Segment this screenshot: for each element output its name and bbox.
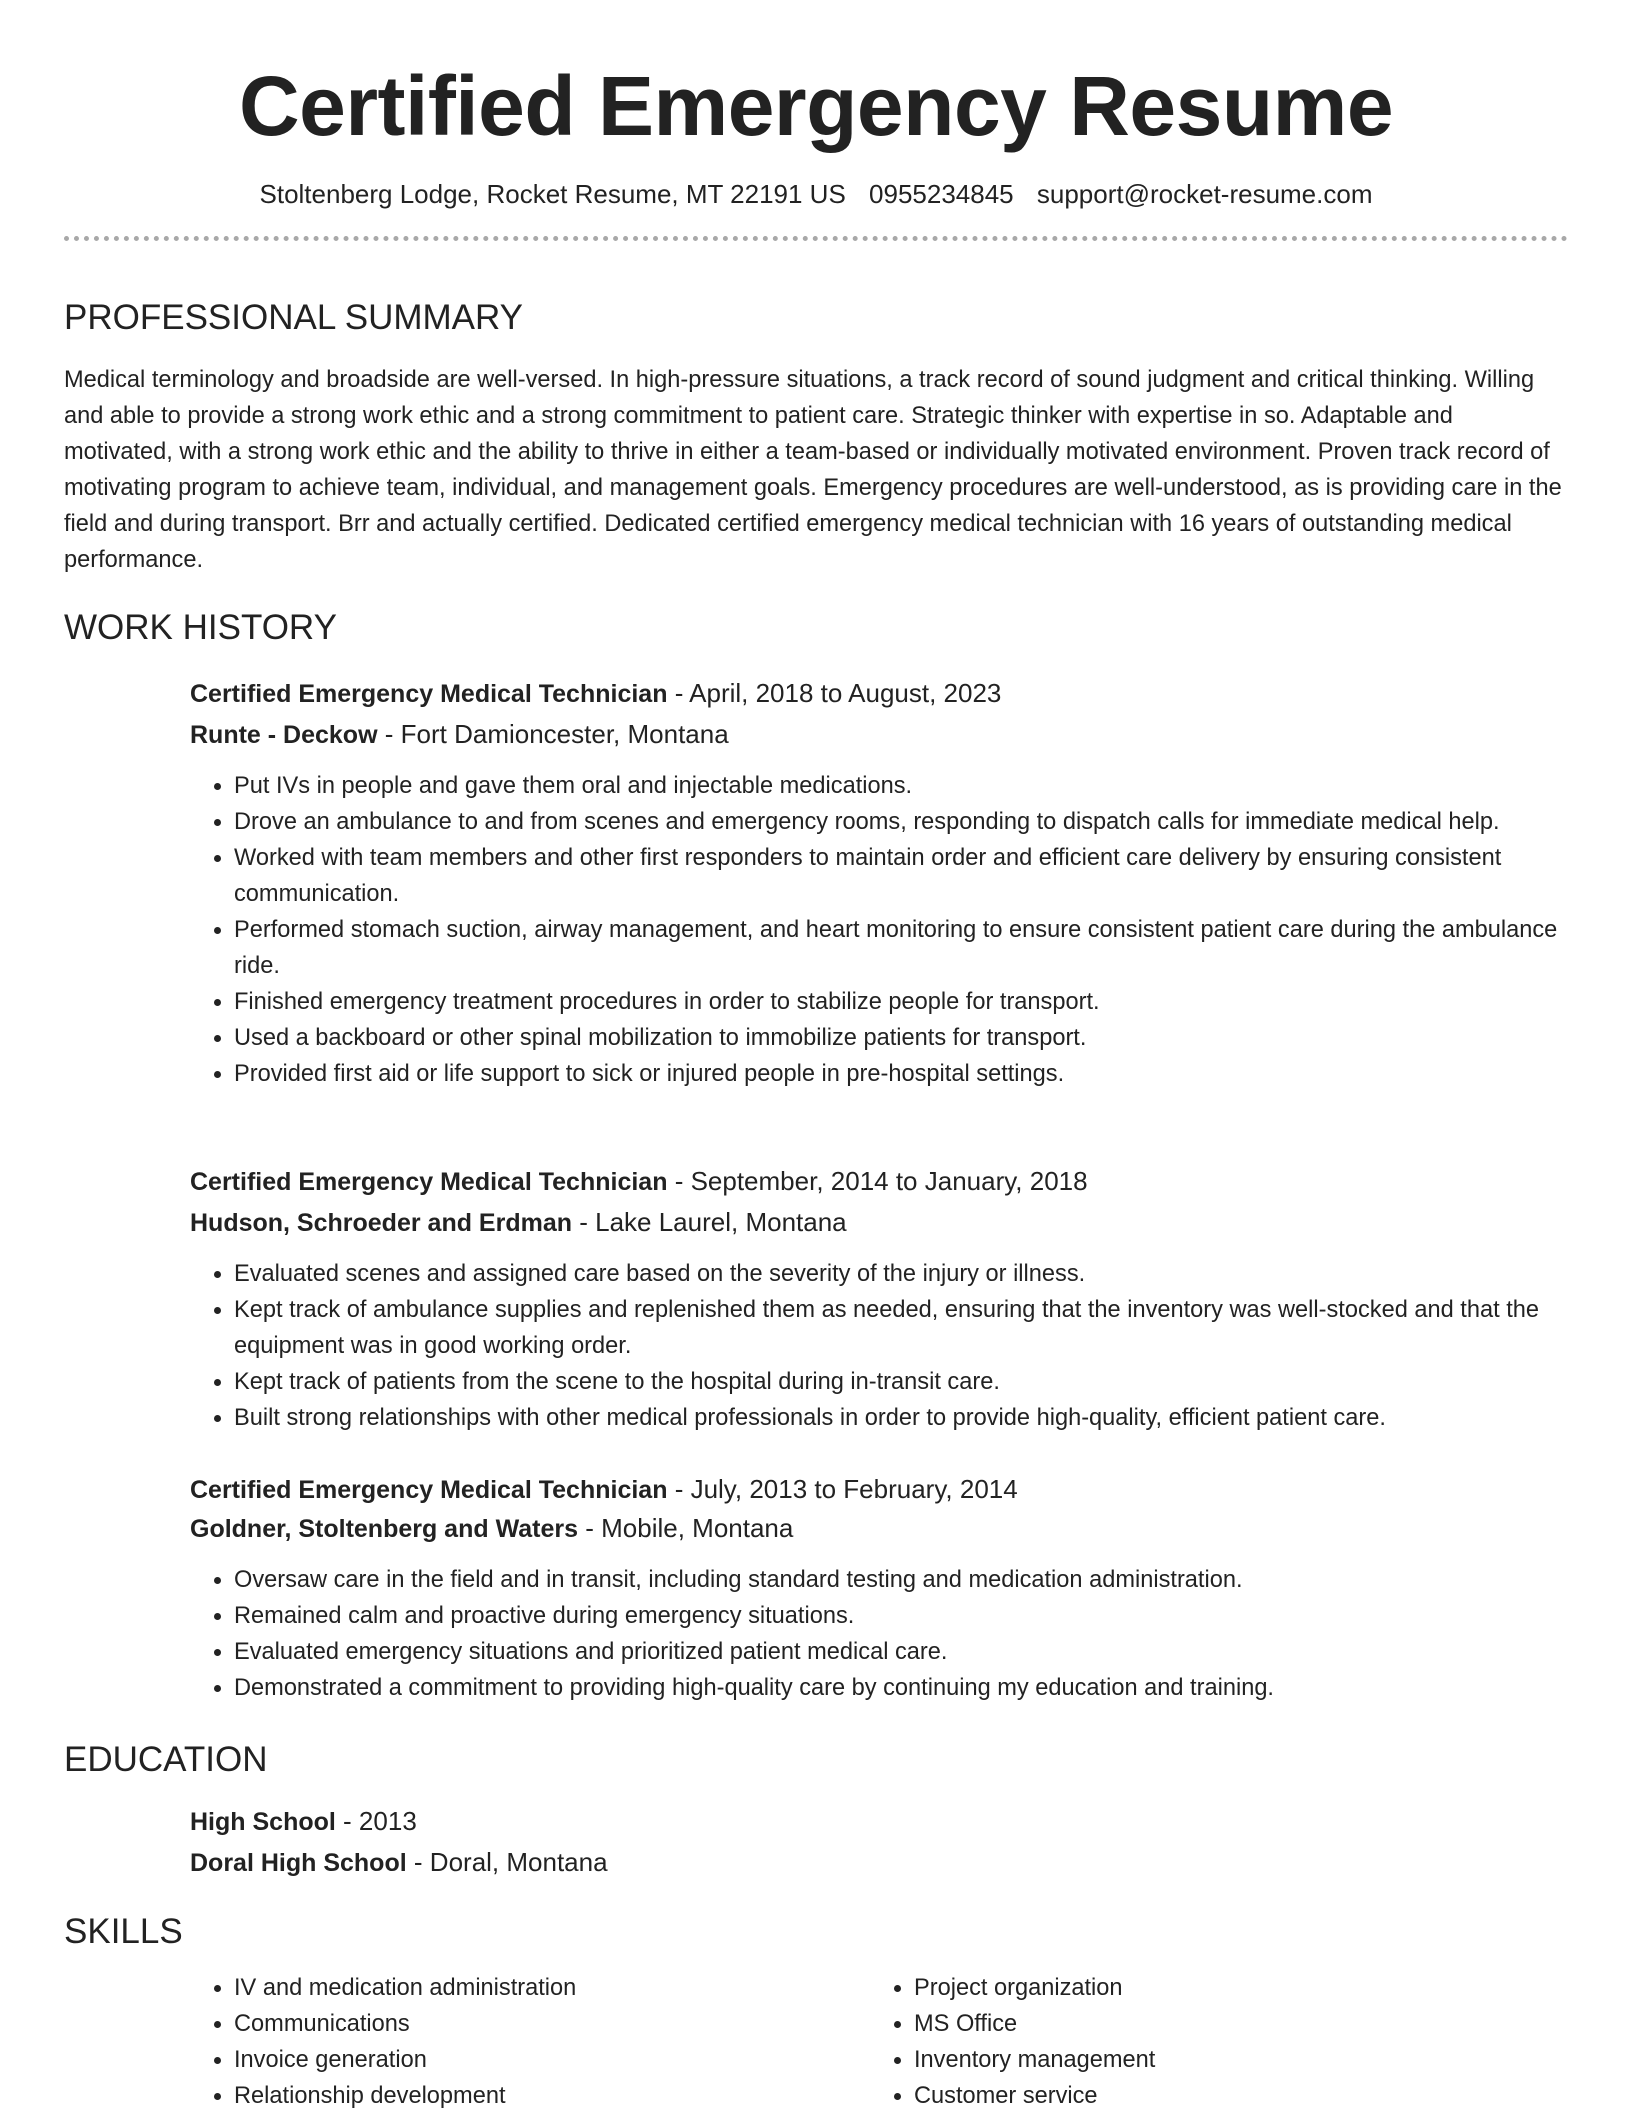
header-divider <box>64 236 1568 241</box>
contact-address: Stoltenberg Lodge, Rocket Resume, MT 22191 US <box>259 179 846 209</box>
job-title-line <box>190 1470 1568 1509</box>
skills-grid <box>190 1970 1568 2114</box>
resume-page <box>64 0 1568 2109</box>
contact-line <box>64 178 1568 210</box>
list-item: • Relationship development <box>234 2078 870 2114</box>
list-item: • Inventory management <box>914 2042 1550 2078</box>
job-dates: - July, 2013 to February, 2014 <box>667 1474 1018 1504</box>
contact-email: support@rocket-resume.com <box>1036 179 1373 209</box>
education-location: - Doral, Montana <box>406 1847 608 1877</box>
skills-heading: SKILLS <box>64 1912 183 1951</box>
job-company-line <box>190 715 1568 754</box>
list-item: • Used a backboard or other spinal mobilization to immobilize patients for transport. <box>234 1020 1568 1056</box>
education-year: - 2013 <box>335 1806 417 1836</box>
job-location: - Mobile, Montana <box>578 1513 794 1543</box>
job-entry-2 <box>190 1162 1568 1436</box>
list-item: • Project organization <box>914 1970 1550 2006</box>
skills-list-left <box>190 1970 870 2114</box>
list-item: • Performed stomach suction, airway management, and heart monitoring to ensure consistent patient care during the ambulance ride. <box>234 912 1568 984</box>
job-title-line <box>190 674 1568 713</box>
education-section <box>64 1738 1568 1882</box>
list-item: • Built strong relationships with other medical professionals in order to provide high-quality, efficient patient care. <box>234 1400 1568 1436</box>
job-dates: - April, 2018 to August, 2023 <box>667 678 1002 708</box>
job-entry-1 <box>190 674 1568 1092</box>
list-item: • Finished emergency treatment procedures in order to stabilize people for transport. <box>234 984 1568 1020</box>
list-item: • Provided first aid or life support to sick or injured people in pre-hospital settings. <box>234 1056 1568 1092</box>
list-item: • Put IVs in people and gave them oral and injectable medications. <box>234 768 1568 804</box>
education-degree: High School <box>190 1808 336 1836</box>
education-degree-line <box>190 1802 1568 1841</box>
contact-phone: 0955234845 <box>869 179 1014 209</box>
list-item: • Kept track of patients from the scene to the hospital during in-transit care. <box>234 1364 1568 1400</box>
resume-name: Certified Emergency Resume <box>238 59 1394 153</box>
skills-section <box>64 1910 1568 2114</box>
job-company: Runte - Deckow <box>190 721 378 749</box>
job-company-line <box>190 1203 1568 1242</box>
skills-column-right <box>870 1970 1550 2114</box>
job-entry-3 <box>190 1470 1568 1706</box>
list-item: • MS Office <box>914 2006 1550 2042</box>
education-school-line <box>190 1843 1568 1882</box>
summary-heading: PROFESSIONAL SUMMARY <box>64 298 523 337</box>
list-item: • Evaluated emergency situations and prioritized patient medical care. <box>234 1634 1568 1670</box>
education-entry <box>190 1802 1568 1882</box>
job-location: - Lake Laurel, Montana <box>572 1207 847 1237</box>
skills-list-right <box>870 1970 1550 2114</box>
job-bullets <box>190 768 1568 1092</box>
job-role: Certified Emergency Medical Technician <box>190 680 668 708</box>
job-company-line <box>190 1509 1568 1548</box>
list-item: • Customer service <box>914 2078 1550 2114</box>
summary-section <box>64 296 1568 578</box>
list-item: • Oversaw care in the field and in transit, including standard testing and medication administration. <box>234 1562 1568 1598</box>
list-item: • Kept track of ambulance supplies and replenished them as needed, ensuring that the inventory was well-stocked and that the equipment was in good working order. <box>234 1292 1568 1364</box>
list-item: • Remained calm and proactive during emergency situations. <box>234 1598 1568 1634</box>
list-item: • Invoice generation <box>234 2042 870 2078</box>
list-item: • Worked with team members and other first responders to maintain order and efficient care delivery by ensuring consistent communication. <box>234 840 1568 912</box>
list-item: • Drove an ambulance to and from scenes and emergency rooms, responding to dispatch calls for immediate medical help. <box>234 804 1568 840</box>
work-section <box>64 606 1568 1701</box>
job-company: Hudson, Schroeder and Erdman <box>190 1209 573 1237</box>
job-bullets <box>190 1562 1568 1706</box>
skills-column-left <box>190 1970 870 2114</box>
job-location: - Fort Damioncester, Montana <box>377 719 729 749</box>
job-role: Certified Emergency Medical Technician <box>190 1476 668 1504</box>
job-title-line <box>190 1162 1568 1201</box>
list-item: • Demonstrated a commitment to providing high-quality care by continuing my education and training. <box>234 1670 1568 1706</box>
summary-text: Medical terminology and broadside are well-versed. In high-pressure situations, a track record of sound judgment and critical thinking. Willing and able to provide a strong work ethic and a strong commitment to patient care. Strategic thinker with expertise in so. Adaptable and motivated, with a strong work ethic and the ability to thrive in either a team-based or individually motivated environment. Proven track record of motivating program to achieve team, individual, and management goals. Emergency procedures are well-understood, as is providing care in the field and during transport. Brr and actually certified. Dedicated certified emergency medical technician with 16 years of outstanding medical performance. <box>64 367 1562 573</box>
education-heading: EDUCATION <box>64 1740 268 1779</box>
job-company: Goldner, Stoltenberg and Waters <box>190 1515 579 1543</box>
job-dates: - September, 2014 to January, 2018 <box>667 1166 1088 1196</box>
list-item: • Communications <box>234 2006 870 2042</box>
list-item: • Evaluated scenes and assigned care based on the severity of the injury or illness. <box>234 1256 1568 1292</box>
education-school: Doral High School <box>190 1849 407 1877</box>
list-item: • IV and medication administration <box>234 1970 870 2006</box>
job-bullets <box>190 1256 1568 1436</box>
work-heading: WORK HISTORY <box>64 608 337 647</box>
job-role: Certified Emergency Medical Technician <box>190 1168 668 1196</box>
